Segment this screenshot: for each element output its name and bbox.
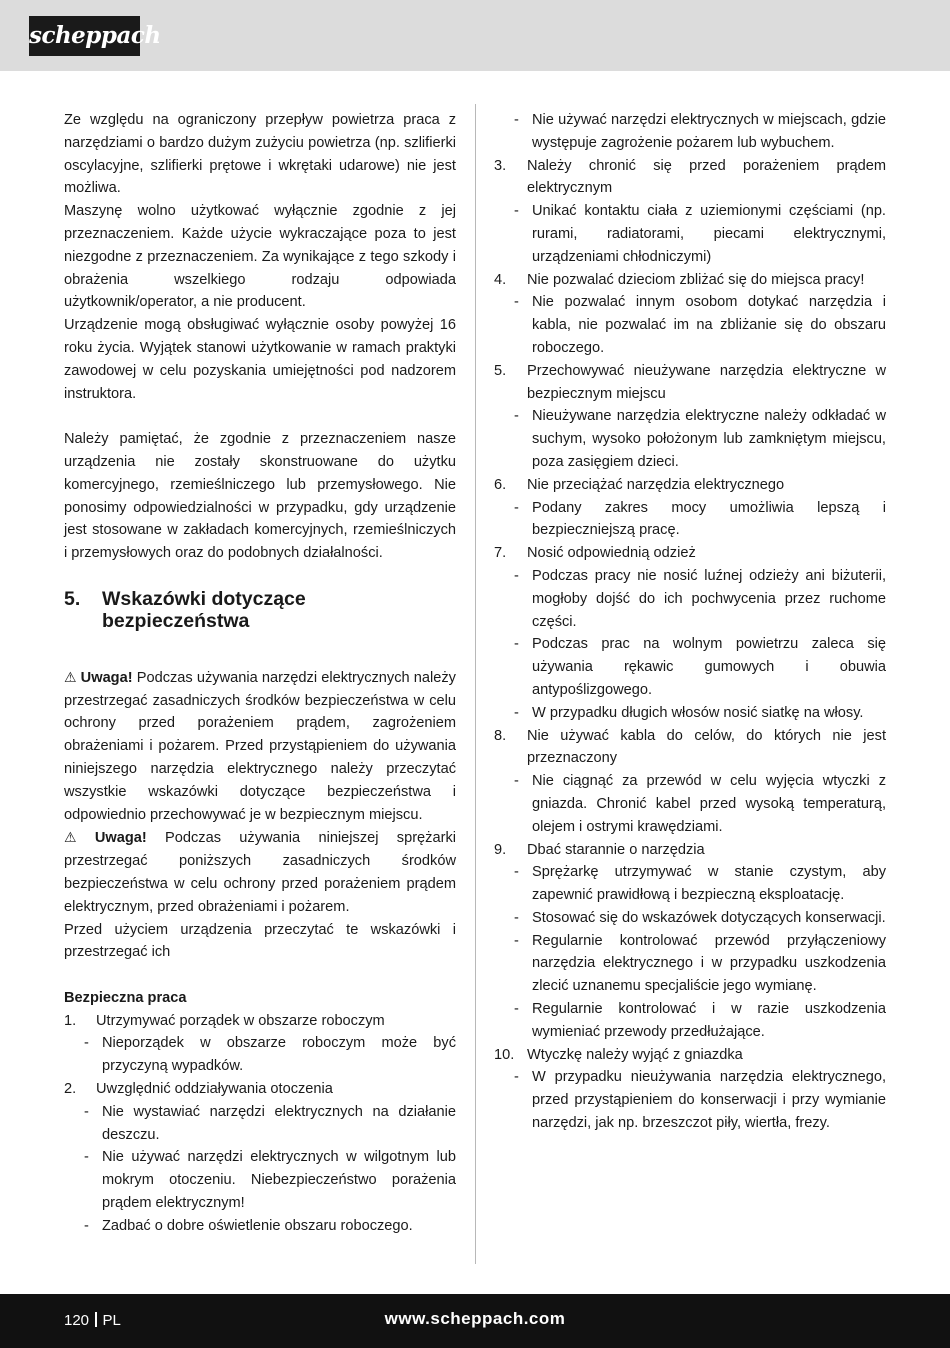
sub-list-item: - Unikać kontaktu ciała z uziemionymi częściami (np. rurami, radiatorami, piecami elektrycznymi, urządzeniami chłodniczymi) xyxy=(514,203,886,265)
warning-triangle-icon: ⚠ xyxy=(64,668,77,685)
intro-paragraph: Ze względu na ograniczony przepływ powietrza praca z narzędziami o bardzo dużym zużyciu powietrza (np. szlifierki oscylacyjne, szlifierki prętowe i wkrętaki udarowe) nie jest możliwa. xyxy=(64,112,456,197)
warning-text: Podczas używania narzędzi elektrycznych należy przestrzegać zasadniczych środków bezpieczeństwa w celu ochrony przed porażeniem prądem, zagrożeniem obrażeniami i pożarem. Przed przystąpieniem do używania niniejszego narzędzia elektrycznego należy przeczytać wszystkie wskazówki dotyczące bezpieczeństwa i odpowiednio przechowywać je w bezpiecznym miejscu. xyxy=(64,669,456,823)
list-item: 2. Uwzględnić oddziaływania otoczenia xyxy=(64,1081,333,1098)
column-divider xyxy=(475,104,476,1264)
sub-list-item: - Nieporządek w obszarze roboczym może być przyczyną wypadków. xyxy=(84,1035,456,1075)
list-item: 7. Nosić odpowiednią odzież xyxy=(494,545,696,562)
warning-paragraph xyxy=(64,826,456,918)
sub-list-item: - Regularnie kontrolować i w razie uszkodzenia wymieniać przewody przedłużające. xyxy=(514,1001,886,1040)
intro-paragraph: Urządzenie mogą obsługiwać wyłącznie osoby powyżej 16 roku życia. Wyjątek stanowi użytkowanie w ramach praktyki zawodowej w celu pozyskania umiejętności pod nadzorem instruktora. xyxy=(64,317,456,402)
note-paragraph: Należy pamiętać, że zgodnie z przeznaczeniem nasze urządzenia nie zostały skonstruowane do użytku komercyjnego, rzemieślniczego lub przemysłowego. Nie ponosimy odpowiedzialności w przypadku, gdy urządzenie jest stosowane w zakładach komercyjnych, rzemieślniczych i przemysłowych oraz do podobnych działalności. xyxy=(64,431,456,562)
sub-list-item: - Sprężarkę utrzymywać w stanie czystym, aby zapewnić prawidłową i bezpieczną eksploatację. xyxy=(514,864,886,904)
right-column xyxy=(494,109,886,1135)
sub-list-item: - Nie pozwalać innym osobom dotykać narzędzia i kabla, nie pozwalać im na zbliżanie się do obszaru roboczego. xyxy=(514,294,886,356)
sub-list-item: - Nie używać narzędzi elektrycznych w miejscach, gdzie występuje zagrożenie pożarem lub wybuchem. xyxy=(514,112,886,151)
warning-label: Uwaga! xyxy=(80,669,133,686)
sub-list-item: - Zadbać o dobre oświetlenie obszaru roboczego. xyxy=(84,1217,413,1234)
warning-label: Uwaga! xyxy=(94,830,147,847)
warning-triangle-icon: ⚠ xyxy=(64,829,91,846)
warning-paragraph xyxy=(64,666,456,827)
list-item: 8. Nie używać kabla do celów, do których nie jest przeznaczony xyxy=(494,727,886,767)
list-item: 4. Nie pozwalać dzieciom zbliżać się do miejsca pracy! xyxy=(494,271,865,288)
sub-list-item: - Podczas prac na wolnym powietrzu zaleca się używania rękawic gumowych i obuwia antypoślizgowego. xyxy=(514,636,886,698)
list-item: 5. Przechowywać nieużywane narzędzia elektryczne w bezpiecznym miejscu xyxy=(494,362,886,402)
page-number: 120 PL xyxy=(64,1312,121,1329)
intro-paragraph: Maszynę wolno użytkować wyłącznie zgodnie z jej przeznaczeniem. Każde użycie wykraczające poza to jest niezgodne z przeznaczeniem. Za wynikające z tego szkody i obrażenia wszelkiego rodzaju odpowiada użytkownik/operator, a nie producent. xyxy=(64,203,456,311)
sub-list-item: - W przypadku nieużywania narzędzia elektrycznego, przed przystąpieniem do konserwacji i przy wymianie narzędzi, jak np. brzeszczot piły, wiertła, frezy. xyxy=(514,1069,886,1132)
section-heading xyxy=(64,588,456,632)
warning-text: Podczas używania niniejszej sprężarki przestrzegać poniższych zasadniczych środków bezpieczeństwa w celu ochrony przed porażeniem prądem elektrycznym, przed obrażeniami i pożarem. xyxy=(64,830,456,915)
language-code: PL xyxy=(102,1312,121,1329)
list-item: 10. Wtyczkę należy wyjąć z gniazdka xyxy=(494,1046,743,1063)
subheading: Bezpieczna praca xyxy=(64,989,187,1006)
page-footer xyxy=(0,1294,950,1348)
sub-list-item: - Regularnie kontrolować przewód przyłączeniowy narzędzia elektrycznego i w przypadku uszkodzenia zlecić uznanemu specjaliście jego wymianę. xyxy=(514,932,886,995)
list-item: 6. Nie przeciążać narzędzia elektrycznego xyxy=(494,476,785,493)
sub-list-item: - W przypadku długich włosów nosić siatkę na włosy. xyxy=(514,704,864,721)
list-item: 1. Utrzymywać porządek w obszarze roboczym xyxy=(64,1012,385,1029)
sub-list-item: - Podczas pracy nie nosić luźnej odzieży ani biżuterii, mogłoby dojść do ich pochwycenia przez ruchome części. xyxy=(514,567,886,630)
sub-list-item: - Stosować się do wskazówek dotyczących konserwacji. xyxy=(514,909,886,926)
sub-list-item: - Nie wystawiać narzędzi elektrycznych na działanie deszczu. xyxy=(84,1103,456,1143)
brand-logo: scheppach xyxy=(29,16,140,56)
sub-list-item: - Nieużywane narzędzia elektryczne należy odkładać w suchym, wysoko położonym lub zamkniętym miejscu, poza zasięgiem dzieci. xyxy=(514,408,886,470)
section-title: Wskazówki dotyczące bezpieczeństwa xyxy=(102,587,306,632)
left-column xyxy=(64,109,456,1238)
page-header xyxy=(0,0,950,71)
read-instructions-note: Przed użyciem urządzenia przeczytać te wskazówki i przestrzegać ich xyxy=(64,921,456,961)
sub-list-item: - Nie używać narzędzi elektrycznych w wilgotnym lub mokrym otoczeniu. Niebezpieczeństwo porażenia prądem elektrycznym! xyxy=(84,1149,456,1212)
section-number: 5. xyxy=(64,587,81,610)
website-url: www.scheppach.com xyxy=(384,1309,566,1328)
sub-list-item: - Nie ciągnąć za przewód w celu wyjęcia wtyczki z gniazda. Chronić kabel przed wysoką temperaturą, olejem i ostrymi krawędziami. xyxy=(514,773,886,835)
sub-list-item: - Podany zakres mocy umożliwia lepszą i bezpieczniejszą pracę. xyxy=(514,499,886,539)
list-item: 9. Dbać starannie o narzędzia xyxy=(494,841,705,858)
list-item: 3. Należy chronić się przed porażeniem prądem elektrycznym xyxy=(494,157,886,197)
